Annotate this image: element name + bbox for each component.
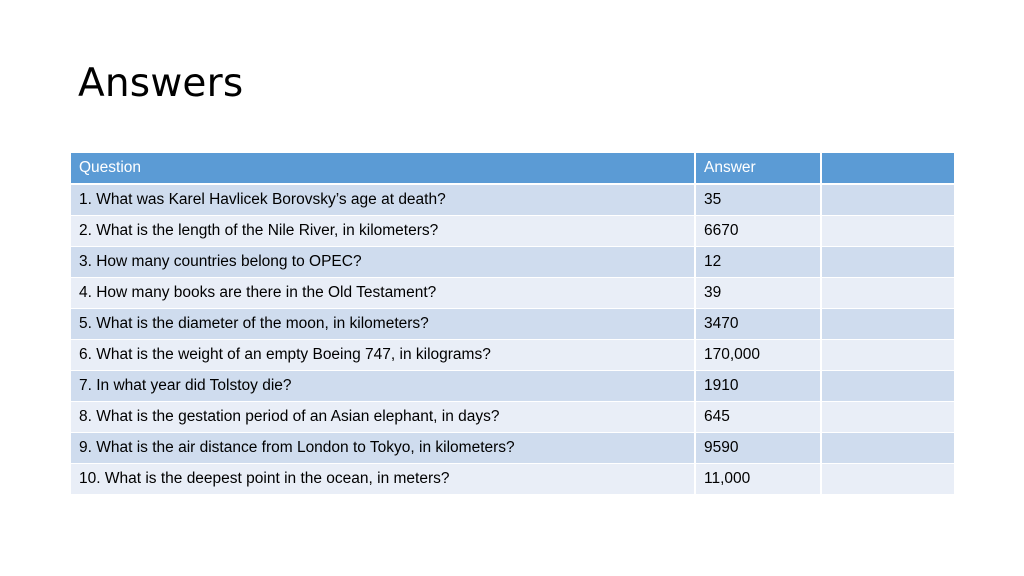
empty-cell xyxy=(821,246,954,277)
question-cell: 8. What is the gestation period of an Asian elephant, in days? xyxy=(71,401,695,432)
table-header xyxy=(71,153,954,184)
answer-cell: 3470 xyxy=(695,308,821,339)
empty-cell xyxy=(821,277,954,308)
answer-cell: 1910 xyxy=(695,370,821,401)
question-cell: 7. In what year did Tolstoy die? xyxy=(71,370,695,401)
table-row xyxy=(71,308,954,339)
answer-cell: 645 xyxy=(695,401,821,432)
slide-title: Answers xyxy=(78,61,244,106)
table-row xyxy=(71,184,954,215)
question-cell: 5. What is the diameter of the moon, in kilometers? xyxy=(71,308,695,339)
answer-cell: 6670 xyxy=(695,215,821,246)
empty-cell xyxy=(821,370,954,401)
table-row xyxy=(71,246,954,277)
table-row xyxy=(71,339,954,370)
question-cell: 3. How many countries belong to OPEC? xyxy=(71,246,695,277)
empty-cell xyxy=(821,184,954,215)
table-row xyxy=(71,370,954,401)
table-row xyxy=(71,277,954,308)
empty-cell xyxy=(821,215,954,246)
question-cell: 1. What was Karel Havlicek Borovsky’s age at death? xyxy=(71,184,695,215)
table-row xyxy=(71,401,954,432)
answer-cell: 170,000 xyxy=(695,339,821,370)
empty-cell xyxy=(821,432,954,463)
table-row xyxy=(71,463,954,494)
question-cell: 9. What is the air distance from London to Tokyo, in kilometers? xyxy=(71,432,695,463)
question-cell: 2. What is the length of the Nile River, in kilometers? xyxy=(71,215,695,246)
empty-cell xyxy=(821,401,954,432)
question-cell: 6. What is the weight of an empty Boeing 747, in kilograms? xyxy=(71,339,695,370)
answer-cell: 39 xyxy=(695,277,821,308)
header-answer: Answer xyxy=(695,153,821,184)
empty-cell xyxy=(821,463,954,494)
header-extra xyxy=(821,153,954,184)
answers-table xyxy=(71,153,954,495)
table-row xyxy=(71,432,954,463)
question-cell: 10. What is the deepest point in the ocean, in meters? xyxy=(71,463,695,494)
answer-cell: 9590 xyxy=(695,432,821,463)
table-body xyxy=(71,184,954,494)
answer-cell: 12 xyxy=(695,246,821,277)
question-cell: 4. How many books are there in the Old Testament? xyxy=(71,277,695,308)
answer-cell: 11,000 xyxy=(695,463,821,494)
header-row xyxy=(71,153,954,184)
table-row xyxy=(71,215,954,246)
empty-cell xyxy=(821,339,954,370)
empty-cell xyxy=(821,308,954,339)
answer-cell: 35 xyxy=(695,184,821,215)
header-question: Question xyxy=(71,153,695,184)
